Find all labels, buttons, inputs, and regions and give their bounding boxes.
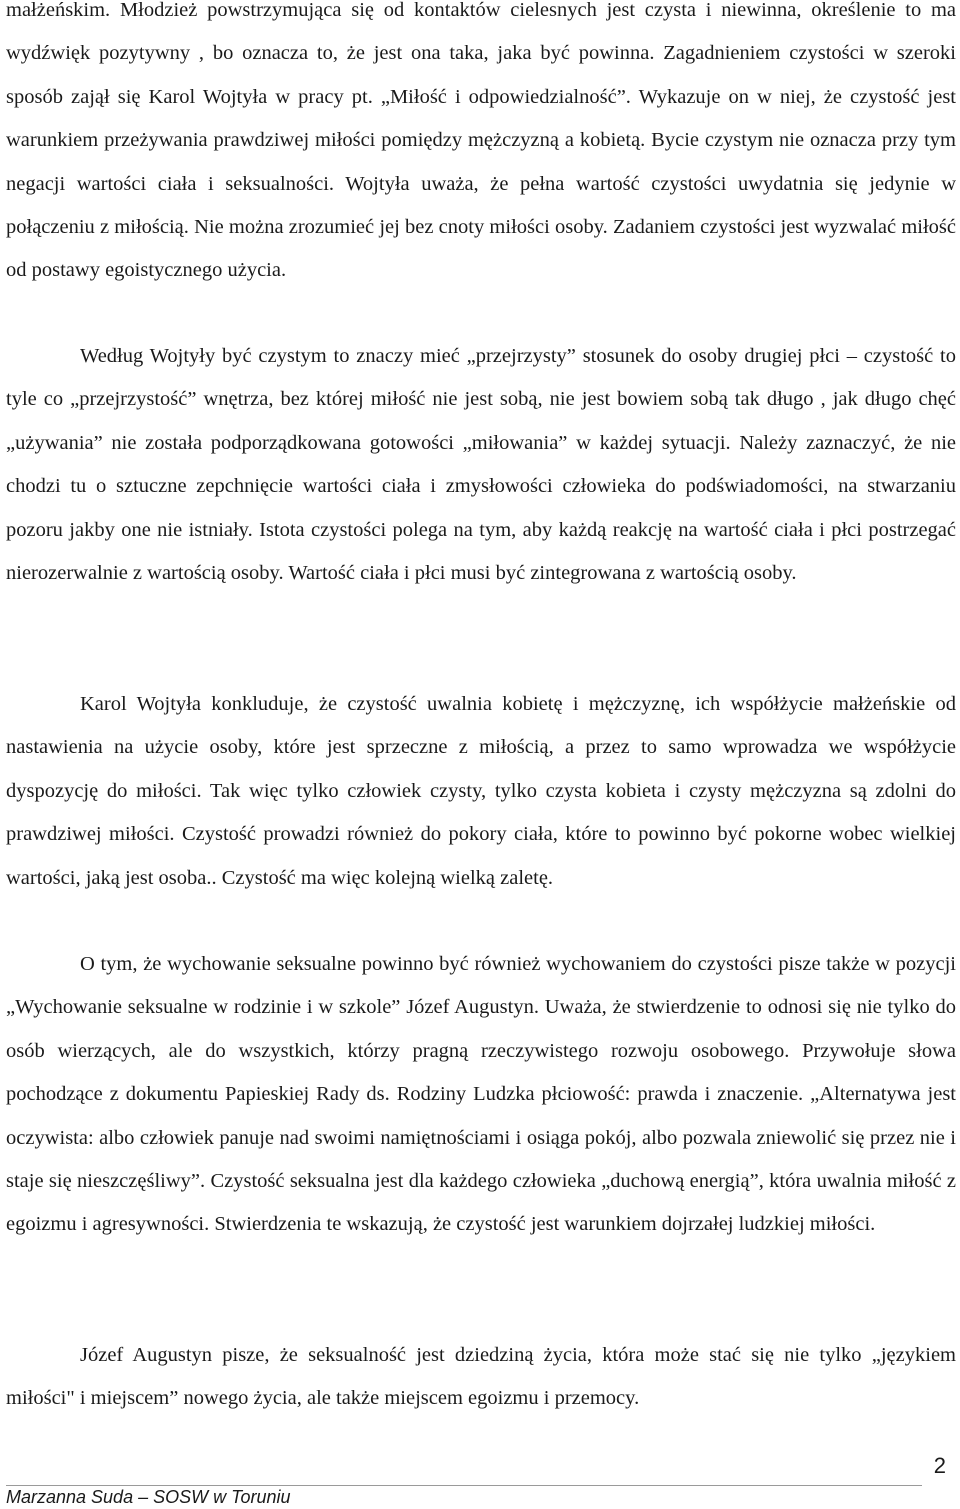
paragraph: Józef Augustyn pisze, że seksualność jest dziedziną życia, która może stać się nie tylko „językiem miłości" i miejscem” nowego życia, ale także miejscem egoizmu i przemocy. [6,1344,956,1410]
footer-divider [6,1485,922,1486]
paragraph-continued: małżeńskim. Młodzież powstrzymująca się od kontaktów cielesnych jest czysta i niewinna, określenie to ma wydźwięk pozytywny , bo oznacza to, że jest ona taka, jaka być powinna. Zagadnieniem czystości w szeroki sposób zajął się Karol Wojtyła w pracy pt. „Miłość i odpowiedzialność”. Wykazuje on w niej, że czystość jest warunkiem przeżywania prawdziwej miłości pomiędzy mężczyzną a kobietą. Bycie czystym nie oznacza przy tym negacji wartości ciała i seksualności. Wojtyła uważa, że pełna wartość czystości uwydatnia się jedynie w połączeniu z miłością. Nie można zrozumieć jej bez cnoty miłości osoby. Zadaniem czystości jest wyzwalać miłość od postawy egoistycznego użycia. [6,0,956,282]
paragraph: Karol Wojtyła konkluduje, że czystość uwalnia kobietę i mężczyznę, ich współżycie małżeńskie od nastawienia na użycie osoby, które jest sprzeczne z miłością, a przez to samo wprowadza we współżycie dyspozycję do miłości. Tak więc tylko człowiek czysty, tylko czysta kobieta i czysty mężczyzna są zdolni do prawdziwej miłości. Czystość prowadzi również do pokory ciała, które to powinno być pokorne wobec wielkiej wartości, jaką jest osoba.. Czystość ma więc kolejną wielką zaletę. [6,693,956,889]
page-number: 2 [933,1453,946,1478]
paragraph: Według Wojtyły być czystym to znaczy mieć „przejrzysty” stosunek do osoby drugiej płci – czystość to tyle co „przejrzystość” wnętrza, bez której miłość nie jest sobą, nie jest bowiem sobą tak długo , jak długo chęć „używania” nie została podporządkowana gotowości „miłowania” w każdej sytuacji. Należy zaznaczyć, że nie chodzi tu o sztuczne zepchnięcie wartości ciała i zmysłowości człowieka do podświadomości, na stwarzaniu pozoru jakby one nie istniały. Istota czystości polega na tym, aby każdą reakcję na wartość ciała i płci postrzegać nierozerwalnie z wartością osoby. Wartość ciała i płci musi być zintegrowana z wartością osoby. [6,345,956,585]
paragraph: O tym, że wychowanie seksualne powinno być również wychowaniem do czystości pisze także w pozycji „Wychowanie seksualne w rodzinie i w szkole” Józef Augustyn. Uważa, że stwierdzenie to odnosi się nie tylko do osób wierzących, ale do wszystkich, którzy pragną rzeczywistego rozwoju osobowego. Przywołuje słowa pochodzące z dokumentu Papieskiej Rady ds. Rodziny Ludzka płciowość: prawda i znaczenie. „Alternatywa jest oczywista: albo człowiek panuje nad swoimi namiętnościami i osiąga pokój, albo pozwala zniewolić się przez nie i staje się nieszczęśliwy”. Czystość seksualna jest dla każdego człowieka „duchową energią”, która uwalnia miłość z egoizmu i agresywności. Stwierdzenia te wskazują, że czystość jest warunkiem dojrzałej ludzkiej miłości. [6,953,956,1236]
footer-author: Marzanna Suda – SOSW w Toruniu [6,1487,291,1507]
